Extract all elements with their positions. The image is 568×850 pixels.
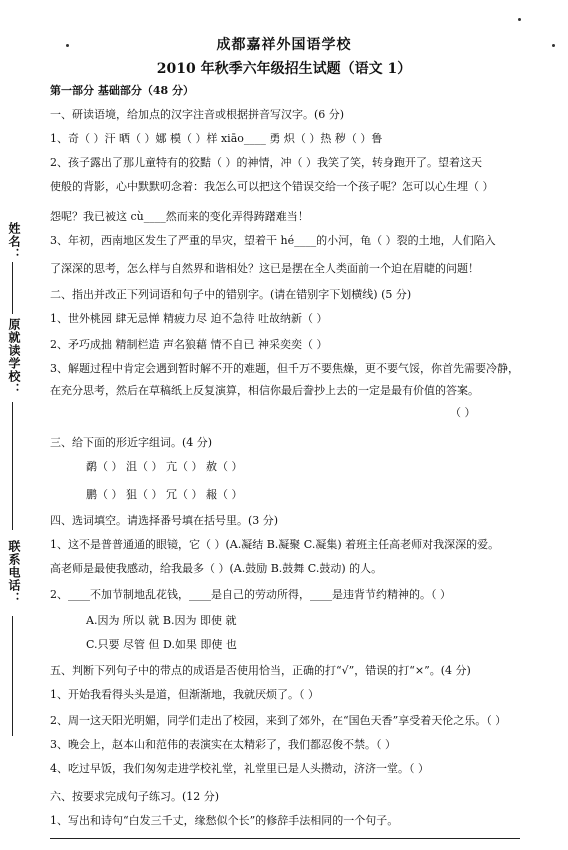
question-line: 一、研读语境，给加点的汉字注音或根据拼音写汉字。(6 分) <box>50 108 345 121</box>
name-label: 姓名： <box>7 222 21 261</box>
question-line: 2、矛巧成拙 精制栏造 声名狼藉 情不自已 神采奕奕（ ） <box>50 338 328 351</box>
question-line: 怨呢？我已被这 cù____然而来的变化弄得踌躇难当！ <box>50 210 309 223</box>
option-line: C.只要 尽管 但 D.如果 即使 也 <box>86 638 237 651</box>
school-label: 原就读学校： <box>7 318 21 396</box>
margin-line <box>12 262 13 314</box>
question-line: 1、写出和诗句“白发三千丈，缘愁似个长”的修辞手法相同的一个句子。 <box>50 814 399 827</box>
question-line: 3、解题过程中肯定会遇到暂时解不开的难题，但千万不要焦燥，更不要气馁，你首先需要冷静， <box>50 362 519 375</box>
question-line: 2、孩子露出了那儿童特有的狡黠（ ）的神情，冲（ ）我笑了笑，转身跑开了。望着这天 <box>50 156 482 169</box>
exam-title: 2010 年秋季六年级招生试题（语文 1） <box>156 61 412 77</box>
answer-rule <box>50 838 520 839</box>
question-line: 鹏（ ） 狙（ ） 冗（ ） 赧（ ） <box>86 488 243 501</box>
question-line: 2、____不加节制地乱花钱，____是自己的劳动所得，____是违背节约精神的。（ ） <box>50 588 451 601</box>
scan-speck <box>552 44 555 47</box>
question-line: 了深深的思考，怎么样与自然界和谐相处？这已是摆在全人类面前一个迫在眉睫的问题！ <box>50 262 479 275</box>
question-line: 3、年初，西南地区发生了严重的旱灾，望着干 hé____的小河，龟（ ）裂的土地，人们陷入 <box>50 234 496 247</box>
school-title: 成都嘉祥外国语学校 <box>216 37 352 53</box>
answer-brackets: （ ） <box>450 406 476 419</box>
question-line: 1、开始我看得头头是道，但渐渐地，我就厌烦了。（ ） <box>50 688 319 701</box>
section-heading: 二、指出并改正下列词语和句子中的错别字。(请在错别字下划横线) (5 分) <box>50 288 412 301</box>
question-line: 使般的背影，心中默默叨念着：我怎么可以把这个错误交给一个孩子呢？怎可以心生埋（ ） <box>50 180 494 193</box>
question-line: 3、晚会上，赵本山和范伟的表演实在太精彩了，我们都忍俊不禁。（ ） <box>50 738 396 751</box>
option-line: A.因为 所以 就 B.因为 即使 就 <box>86 614 237 627</box>
section-heading: 五、判断下列句子中的带点的成语是否使用恰当，正确的打“√”，错误的打“×”。(4 分) <box>50 664 471 677</box>
part-heading: 第一部分 基础部分（48 分） <box>50 84 194 97</box>
question-line: 1、奇（ ）汗 晒（ ）娜 模（ ）样 xiāo____ 勇 炽（ ）热 秽（ ）鲁 <box>50 132 383 145</box>
section-heading: 六、按要求完成句子练习。(12 分) <box>50 790 220 803</box>
question-line: 4、吃过早饭，我们匆匆走进学校礼堂，礼堂里已是人头攒动，济济一堂。（ ） <box>50 762 429 775</box>
margin-line <box>12 402 13 530</box>
question-line: 高老师是最使我感动，给我最多（ ）(A.鼓励 B.鼓舞 C.鼓动) 的人。 <box>50 562 383 575</box>
question-line: 1、世外桃园 肆无忌惮 精疲力尽 迫不急待 吐故纳新（ ） <box>50 312 328 325</box>
question-line: 鹬（ ） 沮（ ） 亢（ ） 赦（ ） <box>86 460 243 473</box>
section-heading: 三、给下面的形近字组词。(4 分) <box>50 436 213 449</box>
question-line: 1、这不是普普通通的眼镜，它（ ）(A.凝结 B.凝聚 C.凝集) 着班主任高老师对我深深的爱。 <box>50 538 500 551</box>
question-line: 在充分思考，然后在草稿纸上反复演算，相信你最后誊抄上去的一定是最有价值的答案。 <box>50 384 479 397</box>
question-line: 2、周一这天阳光明媚，同学们走出了校园，来到了郊外，在“国色天香”享受着天伦之乐。（ ） <box>50 714 507 727</box>
scan-speck <box>518 18 521 21</box>
margin-line <box>12 616 13 736</box>
phone-label: 联系电话： <box>7 540 21 605</box>
scan-speck <box>66 44 69 47</box>
section-heading: 四、选词填空。请选择番号填在括号里。(3 分) <box>50 514 279 527</box>
